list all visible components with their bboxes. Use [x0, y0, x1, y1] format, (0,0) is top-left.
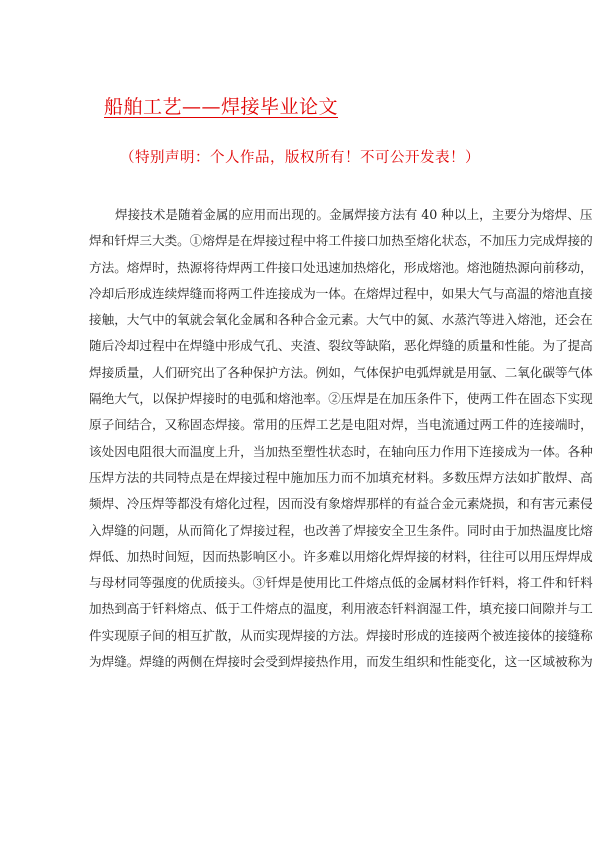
body-line: 该处因电阻很大而温度上升，当加热至塑性状态时，在轴向压力作用下连接成为一体。各种: [89, 443, 593, 459]
body-line: 焊接技术是随着金属的应用而出现的。金属焊接方法有 40 种以上，主要分为熔焊、压: [115, 207, 593, 222]
body-paragraph: [89, 202, 593, 675]
copyright-notice: （特别声明：个人作品，版权所有！不可公开发表！）: [120, 150, 480, 166]
body-line: 压焊方法的共同特点是在焊接过程中施加压力而不加填充材料。多数压焊方法如扩散焊、高: [89, 469, 593, 485]
body-line: 频焊、冷压焊等都没有熔化过程，因而没有象熔焊那样的有益合金元素烧损，和有害元素侵: [89, 496, 593, 512]
body-line: 焊和钎焊三大类。①熔焊是在焊接过程中将工件接口加热至熔化状态，不加压力完成焊接的: [89, 233, 593, 249]
body-line: 加热到高于钎料熔点、低于工件熔点的温度，利用液态钎料润湿工件，填充接口间隙并与工: [89, 601, 593, 617]
body-line: 为焊缝。焊缝的两侧在焊接时会受到焊接热作用，而发生组织和性能变化，这一区域被称为: [89, 654, 593, 670]
body-line: 随后冷却过程中在焊缝中形成气孔、夹渣、裂纹等缺陷，恶化焊缝的质量和性能。为了提高: [89, 338, 593, 354]
body-line: 原子间结合，又称固态焊接。常用的压焊工艺是电阻对焊，当电流通过两工件的连接端时，: [89, 417, 593, 433]
body-line: 入焊缝的问题，从而简化了焊接过程，也改善了焊接安全卫生条件。同时由于加热温度比熔: [89, 522, 593, 538]
body-line: 焊接质量，人们研究出了各种保护方法。例如，气体保护电弧焊就是用氩、二氧化碳等气体: [89, 364, 593, 380]
document-title: 船舶工艺——焊接毕业论文: [104, 96, 339, 118]
body-line: 方法。熔焊时，热源将待焊两工件接口处迅速加热熔化，形成熔池。熔池随热源向前移动，: [89, 259, 593, 275]
body-line: 件实现原子间的相互扩散，从而实现焊接的方法。焊接时形成的连接两个被连接体的接缝称: [89, 627, 593, 643]
body-line: 隔绝大气，以保护焊接时的电弧和熔池率。②压焊是在加压条件下，使两工件在固态下实现: [89, 391, 593, 407]
body-line: 与母材同等强度的优质接头。③钎焊是使用比工件熔点低的金属材料作钎料，将工件和钎料: [89, 575, 593, 591]
body-line: 焊低、加热时间短，因而热影响区小。许多难以用熔化焊焊接的材料，往往可以用压焊焊成: [89, 548, 593, 564]
body-line: 冷却后形成连续焊缝而将两工件连接成为一体。在熔焊过程中，如果大气与高温的熔池直接: [89, 285, 593, 301]
body-line: 接触，大气中的氧就会氧化金属和各种合金元素。大气中的氮、水蒸汽等进入熔池，还会在: [89, 312, 593, 328]
